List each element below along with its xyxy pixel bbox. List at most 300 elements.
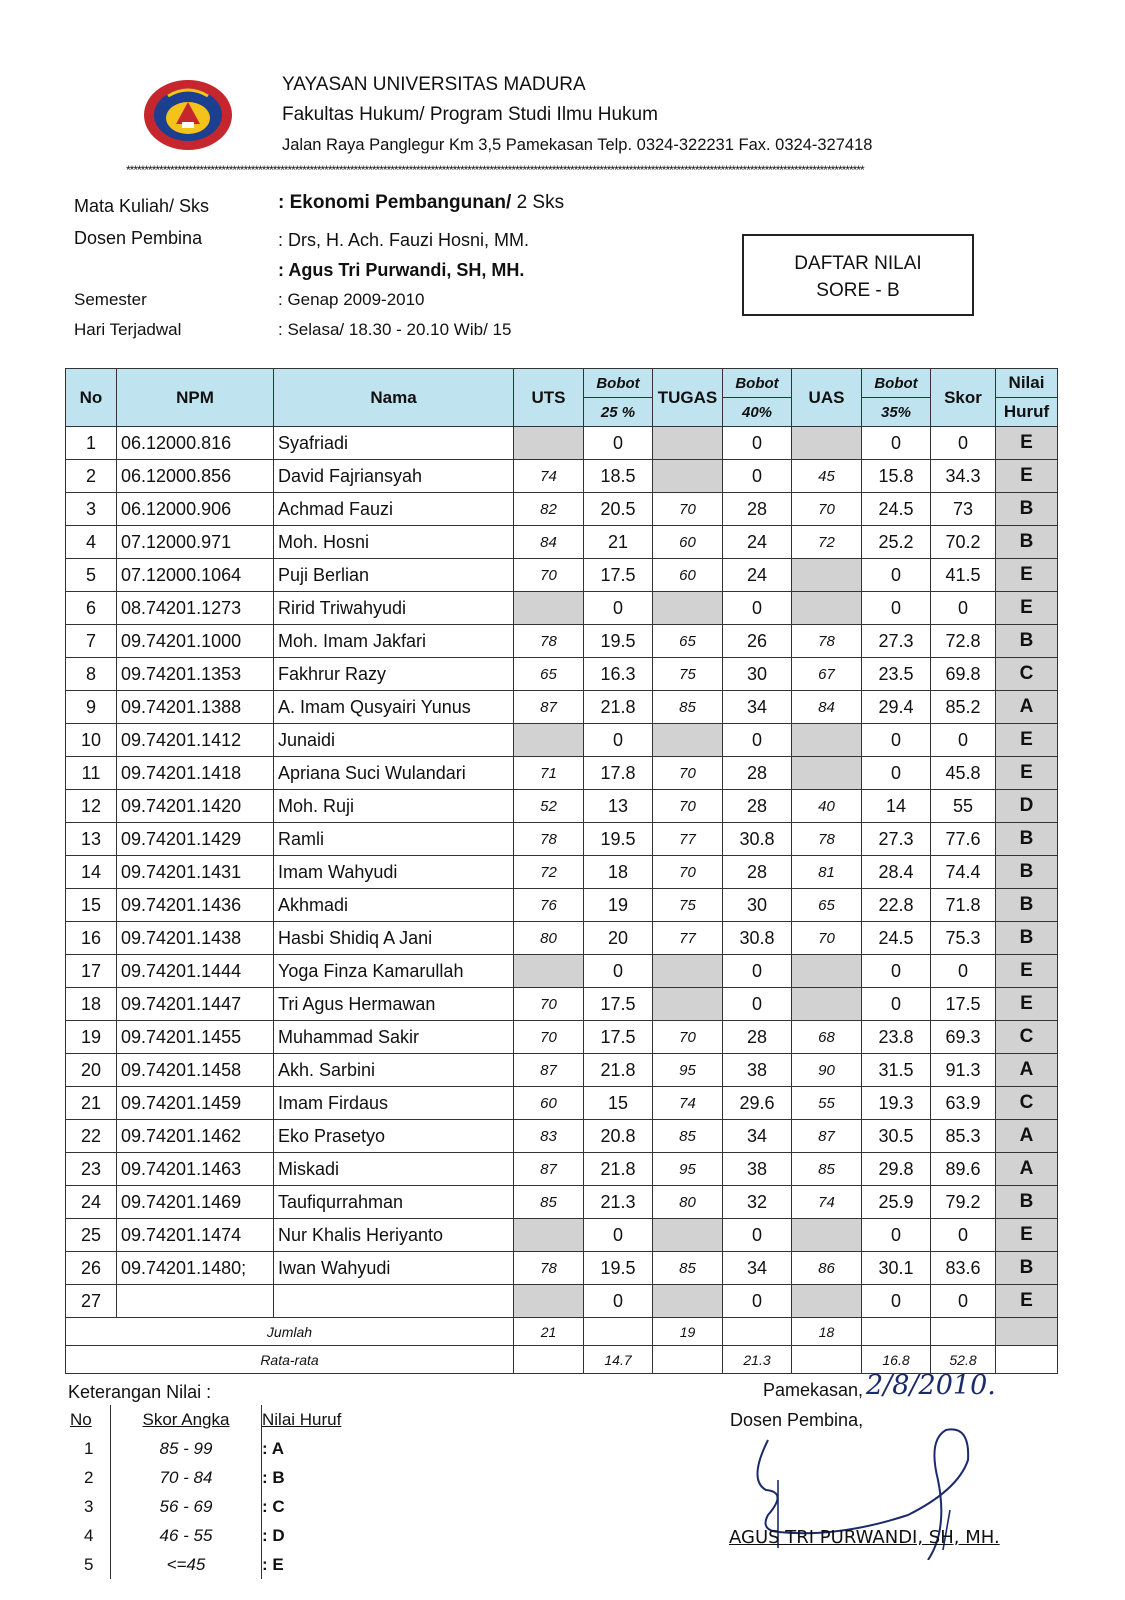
sign-place: Pamekasan, bbox=[763, 1380, 864, 1400]
cell-b2: 0 bbox=[723, 1219, 792, 1252]
cell-uas: 87 bbox=[792, 1120, 862, 1153]
cell-no: 23 bbox=[66, 1153, 117, 1186]
cell-b1: 17.5 bbox=[584, 1021, 653, 1054]
table-row bbox=[66, 922, 1125, 955]
cell-uas bbox=[792, 724, 862, 757]
col-bobot-uts-pct: 25 % bbox=[584, 398, 653, 427]
cell-b1: 20.5 bbox=[584, 493, 653, 526]
jumlah-huruf bbox=[996, 1318, 1058, 1346]
cell-uas bbox=[792, 1219, 862, 1252]
cell-no: 21 bbox=[66, 1087, 117, 1120]
cell-huruf: B bbox=[996, 922, 1058, 955]
list-title: DAFTAR NILAI bbox=[794, 253, 922, 274]
semester-label: Semester bbox=[74, 290, 147, 309]
cell-b2: 0 bbox=[723, 955, 792, 988]
cell-npm: 06.12000.816 bbox=[117, 427, 274, 460]
cell-nama: Imam Wahyudi bbox=[274, 856, 514, 889]
cell-nama: A. Imam Qusyairi Yunus bbox=[274, 691, 514, 724]
cell-skor: 85.2 bbox=[931, 691, 996, 724]
cell-uas: 55 bbox=[792, 1087, 862, 1120]
jumlah-b2 bbox=[723, 1318, 792, 1346]
cell-tugas: 70 bbox=[653, 790, 723, 823]
cell-b2: 24 bbox=[723, 559, 792, 592]
cell-npm: 09.74201.1447 bbox=[117, 988, 274, 1021]
legend-title: Keterangan Nilai : bbox=[68, 1382, 212, 1402]
col-bobot-uts: Bobot bbox=[584, 369, 653, 398]
cell-uts: 52 bbox=[514, 790, 584, 823]
cell-no: 20 bbox=[66, 1054, 117, 1087]
cell-b1: 0 bbox=[584, 427, 653, 460]
cell-b3: 0 bbox=[862, 592, 931, 625]
cell-b3: 22.8 bbox=[862, 889, 931, 922]
cell-npm: 09.74201.1469 bbox=[117, 1186, 274, 1219]
cell-uts bbox=[514, 1219, 584, 1252]
cell-b1: 19 bbox=[584, 889, 653, 922]
cell-uts: 78 bbox=[514, 823, 584, 856]
cell-b1: 17.5 bbox=[584, 988, 653, 1021]
cell-npm: 09.74201.1438 bbox=[117, 922, 274, 955]
cell-nama: Puji Berlian bbox=[274, 559, 514, 592]
cell-skor: 0 bbox=[931, 427, 996, 460]
col-npm: NPM bbox=[117, 369, 274, 427]
cell-nama: Muhammad Sakir bbox=[274, 1021, 514, 1054]
table-row bbox=[66, 1285, 1125, 1318]
legend-no: 1 bbox=[84, 1438, 94, 1458]
cell-no: 13 bbox=[66, 823, 117, 856]
cell-tugas: 95 bbox=[653, 1153, 723, 1186]
cell-npm: 09.74201.1420 bbox=[117, 790, 274, 823]
cell-b3: 29.4 bbox=[862, 691, 931, 724]
cell-huruf: A bbox=[996, 1054, 1058, 1087]
rata-b1: 14.7 bbox=[584, 1346, 653, 1374]
legend-row bbox=[70, 1434, 372, 1463]
cell-huruf: E bbox=[996, 427, 1058, 460]
cell-b1: 21.3 bbox=[584, 1186, 653, 1219]
cell-no: 14 bbox=[66, 856, 117, 889]
cell-uts: 87 bbox=[514, 691, 584, 724]
cell-b3: 25.9 bbox=[862, 1186, 931, 1219]
cell-b3: 0 bbox=[862, 724, 931, 757]
cell-b2: 30.8 bbox=[723, 922, 792, 955]
cell-uts: 83 bbox=[514, 1120, 584, 1153]
cell-skor: 73 bbox=[931, 493, 996, 526]
cell-uas: 67 bbox=[792, 658, 862, 691]
class-name: SORE - B bbox=[816, 280, 900, 301]
cell-nama: Syafriadi bbox=[274, 427, 514, 460]
cell-tugas: 70 bbox=[653, 856, 723, 889]
cell-nama: Fakhrur Razy bbox=[274, 658, 514, 691]
col-skor: Skor bbox=[931, 369, 996, 427]
cell-b2: 24 bbox=[723, 526, 792, 559]
cell-uts bbox=[514, 724, 584, 757]
cell-b2: 28 bbox=[723, 757, 792, 790]
cell-npm: 09.74201.1353 bbox=[117, 658, 274, 691]
rata-uas bbox=[792, 1346, 862, 1374]
cell-b1: 21 bbox=[584, 526, 653, 559]
rata-b2: 21.3 bbox=[723, 1346, 792, 1374]
cell-b1: 0 bbox=[584, 724, 653, 757]
cell-tugas: 74 bbox=[653, 1087, 723, 1120]
cell-no: 11 bbox=[66, 757, 117, 790]
cell-nama: Iwan Wahyudi bbox=[274, 1252, 514, 1285]
cell-huruf: C bbox=[996, 1021, 1058, 1054]
cell-no: 19 bbox=[66, 1021, 117, 1054]
cell-npm: 09.74201.1455 bbox=[117, 1021, 274, 1054]
cell-npm: 09.74201.1431 bbox=[117, 856, 274, 889]
cell-huruf: B bbox=[996, 889, 1058, 922]
table-row bbox=[66, 592, 1125, 625]
cell-b1: 19.5 bbox=[584, 1252, 653, 1285]
cell-b3: 15.8 bbox=[862, 460, 931, 493]
cell-uas bbox=[792, 427, 862, 460]
table-row bbox=[66, 1186, 1125, 1219]
rata-skor: 52.8 bbox=[931, 1346, 996, 1374]
cell-uas: 65 bbox=[792, 889, 862, 922]
cell-npm: 09.74201.1459 bbox=[117, 1087, 274, 1120]
legend-table bbox=[70, 1405, 372, 1579]
cell-b2: 0 bbox=[723, 427, 792, 460]
cell-b1: 19.5 bbox=[584, 823, 653, 856]
legend-col-skor: Skor Angka bbox=[111, 1405, 262, 1434]
table-row bbox=[66, 823, 1125, 856]
cell-uas bbox=[792, 1285, 862, 1318]
col-bobot-tugas-pct: 40% bbox=[723, 398, 792, 427]
faculty-name: Fakultas Hukum/ Program Studi Ilmu Hukum bbox=[282, 104, 658, 125]
cell-uas: 68 bbox=[792, 1021, 862, 1054]
cell-huruf: E bbox=[996, 955, 1058, 988]
cell-b2: 30.8 bbox=[723, 823, 792, 856]
cell-uas: 45 bbox=[792, 460, 862, 493]
col-bobot-uas-pct: 35% bbox=[862, 398, 931, 427]
cell-nama: Moh. Hosni bbox=[274, 526, 514, 559]
grades-table bbox=[65, 368, 1125, 1374]
table-row bbox=[66, 1153, 1125, 1186]
legend-huruf: : D bbox=[262, 1521, 373, 1550]
cell-huruf: C bbox=[996, 1087, 1058, 1120]
mk-value: : Ekonomi Pembangunan/ 2 Sks bbox=[278, 192, 565, 213]
legend-huruf: : E bbox=[262, 1550, 373, 1579]
cell-nama: David Fajriansyah bbox=[274, 460, 514, 493]
col-no: No bbox=[66, 369, 117, 427]
hari-value: : Selasa/ 18.30 - 20.10 Wib/ 15 bbox=[278, 320, 512, 339]
cell-huruf: B bbox=[996, 625, 1058, 658]
col-uts: UTS bbox=[514, 369, 584, 427]
cell-no: 4 bbox=[66, 526, 117, 559]
cell-skor: 72.8 bbox=[931, 625, 996, 658]
cell-skor: 89.6 bbox=[931, 1153, 996, 1186]
cell-uas: 81 bbox=[792, 856, 862, 889]
cell-skor: 63.9 bbox=[931, 1087, 996, 1120]
cell-huruf: E bbox=[996, 724, 1058, 757]
cell-skor: 41.5 bbox=[931, 559, 996, 592]
cell-b2: 0 bbox=[723, 988, 792, 1021]
cell-b2: 28 bbox=[723, 1021, 792, 1054]
cell-b2: 30 bbox=[723, 889, 792, 922]
cell-uts: 80 bbox=[514, 922, 584, 955]
cell-uas: 70 bbox=[792, 493, 862, 526]
table-row bbox=[66, 493, 1125, 526]
cell-nama: Nur Khalis Heriyanto bbox=[274, 1219, 514, 1252]
cell-tugas: 77 bbox=[653, 922, 723, 955]
cell-tugas: 85 bbox=[653, 1252, 723, 1285]
legend-no: 5 bbox=[84, 1554, 94, 1574]
cell-no: 10 bbox=[66, 724, 117, 757]
cell-b1: 13 bbox=[584, 790, 653, 823]
legend-huruf: : A bbox=[262, 1434, 373, 1463]
cell-uts: 82 bbox=[514, 493, 584, 526]
cell-uas: 78 bbox=[792, 625, 862, 658]
cell-skor: 83.6 bbox=[931, 1252, 996, 1285]
mk-label: Mata Kuliah/ Sks bbox=[74, 196, 210, 216]
cell-no: 6 bbox=[66, 592, 117, 625]
sign-role: Dosen Pembina, bbox=[730, 1410, 864, 1430]
cell-npm: 09.74201.1412 bbox=[117, 724, 274, 757]
table-row bbox=[66, 1219, 1125, 1252]
cell-tugas bbox=[653, 460, 723, 493]
cell-no: 25 bbox=[66, 1219, 117, 1252]
cell-b2: 34 bbox=[723, 1252, 792, 1285]
legend-no: 3 bbox=[84, 1496, 94, 1516]
cell-nama: Miskadi bbox=[274, 1153, 514, 1186]
cell-b2: 34 bbox=[723, 691, 792, 724]
cell-tugas: 75 bbox=[653, 658, 723, 691]
cell-b3: 0 bbox=[862, 1285, 931, 1318]
cell-nama: Achmad Fauzi bbox=[274, 493, 514, 526]
cell-b3: 24.5 bbox=[862, 922, 931, 955]
cell-skor: 71.8 bbox=[931, 889, 996, 922]
jumlah-tugas: 19 bbox=[653, 1318, 723, 1346]
cell-tugas: 65 bbox=[653, 625, 723, 658]
rata-tugas bbox=[653, 1346, 723, 1374]
cell-tugas: 70 bbox=[653, 757, 723, 790]
col-bobot-tugas: Bobot bbox=[723, 369, 792, 398]
legend-no: 4 bbox=[84, 1525, 94, 1545]
cell-b2: 0 bbox=[723, 724, 792, 757]
cell-b3: 27.3 bbox=[862, 625, 931, 658]
cell-npm: 09.74201.1462 bbox=[117, 1120, 274, 1153]
table-row bbox=[66, 856, 1125, 889]
address: Jalan Raya Panglegur Km 3,5 Pamekasan Telp. 0324-322231 Fax. 0324-327418 bbox=[282, 136, 873, 154]
cell-nama: Yoga Finza Kamarullah bbox=[274, 955, 514, 988]
table-row bbox=[66, 1087, 1125, 1120]
cell-tugas: 60 bbox=[653, 559, 723, 592]
jumlah-b1 bbox=[584, 1318, 653, 1346]
cell-uts: 76 bbox=[514, 889, 584, 922]
cell-huruf: E bbox=[996, 757, 1058, 790]
cell-b1: 0 bbox=[584, 955, 653, 988]
cell-skor: 85.3 bbox=[931, 1120, 996, 1153]
cell-uts bbox=[514, 1285, 584, 1318]
cell-npm: 07.12000.971 bbox=[117, 526, 274, 559]
table-row bbox=[66, 427, 1125, 460]
cell-tugas: 70 bbox=[653, 493, 723, 526]
cell-b2: 28 bbox=[723, 790, 792, 823]
cell-npm: 09.74201.1480; bbox=[117, 1252, 274, 1285]
cell-npm: 09.74201.1000 bbox=[117, 625, 274, 658]
cell-nama: Junaidi bbox=[274, 724, 514, 757]
cell-uts: 87 bbox=[514, 1153, 584, 1186]
cell-uas: 84 bbox=[792, 691, 862, 724]
cell-tugas: 85 bbox=[653, 1120, 723, 1153]
cell-b2: 26 bbox=[723, 625, 792, 658]
cell-b3: 30.5 bbox=[862, 1120, 931, 1153]
cell-npm: 09.74201.1474 bbox=[117, 1219, 274, 1252]
cell-skor: 77.6 bbox=[931, 823, 996, 856]
cell-no: 16 bbox=[66, 922, 117, 955]
cell-huruf: E bbox=[996, 1285, 1058, 1318]
cell-tugas: 70 bbox=[653, 1021, 723, 1054]
cell-nama: Ramli bbox=[274, 823, 514, 856]
cell-uas bbox=[792, 757, 862, 790]
cell-b2: 0 bbox=[723, 592, 792, 625]
cell-uts: 71 bbox=[514, 757, 584, 790]
legend-col-no: No bbox=[70, 1409, 92, 1429]
legend-skor: 56 - 69 bbox=[111, 1492, 262, 1521]
cell-skor: 45.8 bbox=[931, 757, 996, 790]
cell-huruf: E bbox=[996, 592, 1058, 625]
cell-uas: 72 bbox=[792, 526, 862, 559]
cell-huruf: E bbox=[996, 460, 1058, 493]
cell-no: 24 bbox=[66, 1186, 117, 1219]
cell-no: 5 bbox=[66, 559, 117, 592]
cell-b2: 34 bbox=[723, 1120, 792, 1153]
legend-col-huruf: Nilai Huruf bbox=[262, 1405, 373, 1434]
cell-huruf: A bbox=[996, 691, 1058, 724]
cell-b1: 20.8 bbox=[584, 1120, 653, 1153]
cell-nama: Taufiqurrahman bbox=[274, 1186, 514, 1219]
dosen-value-2: : Agus Tri Purwandi, SH, MH. bbox=[278, 260, 525, 280]
table-row bbox=[66, 1120, 1125, 1153]
table-row bbox=[66, 889, 1125, 922]
cell-nama: Moh. Ruji bbox=[274, 790, 514, 823]
cell-b1: 0 bbox=[584, 592, 653, 625]
cell-uas bbox=[792, 559, 862, 592]
cell-uts: 60 bbox=[514, 1087, 584, 1120]
cell-huruf: E bbox=[996, 559, 1058, 592]
table-row bbox=[66, 1054, 1125, 1087]
cell-b3: 25.2 bbox=[862, 526, 931, 559]
cell-b3: 28.4 bbox=[862, 856, 931, 889]
cell-tugas bbox=[653, 988, 723, 1021]
legend-skor: 46 - 55 bbox=[111, 1521, 262, 1550]
legend-skor: <=45 bbox=[111, 1550, 262, 1579]
cell-b2: 29.6 bbox=[723, 1087, 792, 1120]
cell-b1: 0 bbox=[584, 1219, 653, 1252]
cell-npm: 08.74201.1273 bbox=[117, 592, 274, 625]
cell-tugas: 80 bbox=[653, 1186, 723, 1219]
jumlah-skor bbox=[931, 1318, 996, 1346]
cell-huruf: A bbox=[996, 1120, 1058, 1153]
cell-npm: 09.74201.1436 bbox=[117, 889, 274, 922]
cell-uts bbox=[514, 955, 584, 988]
cell-b3: 31.5 bbox=[862, 1054, 931, 1087]
legend-no: 2 bbox=[84, 1467, 94, 1487]
cell-b3: 0 bbox=[862, 559, 931, 592]
cell-huruf: E bbox=[996, 1219, 1058, 1252]
col-huruf: Huruf bbox=[996, 398, 1058, 427]
divider-stars: ********************************************************************************************************************************************************************************************************* bbox=[126, 164, 864, 176]
cell-uts: 78 bbox=[514, 625, 584, 658]
cell-uas: 40 bbox=[792, 790, 862, 823]
cell-no: 9 bbox=[66, 691, 117, 724]
cell-no: 18 bbox=[66, 988, 117, 1021]
cell-uts: 74 bbox=[514, 460, 584, 493]
cell-huruf: B bbox=[996, 526, 1058, 559]
cell-skor: 69.8 bbox=[931, 658, 996, 691]
dosen-value-1: : Drs, H. Ach. Fauzi Hosni, MM. bbox=[278, 230, 530, 250]
cell-npm bbox=[117, 1285, 274, 1318]
cell-b3: 19.3 bbox=[862, 1087, 931, 1120]
cell-nama: Hasbi Shidiq A Jani bbox=[274, 922, 514, 955]
cell-no: 1 bbox=[66, 427, 117, 460]
cell-uas: 70 bbox=[792, 922, 862, 955]
cell-b1: 0 bbox=[584, 1285, 653, 1318]
cell-b3: 29.8 bbox=[862, 1153, 931, 1186]
col-nama: Nama bbox=[274, 369, 514, 427]
cell-tugas: 85 bbox=[653, 691, 723, 724]
cell-no: 27 bbox=[66, 1285, 117, 1318]
cell-b1: 20 bbox=[584, 922, 653, 955]
cell-npm: 09.74201.1418 bbox=[117, 757, 274, 790]
cell-tugas: 95 bbox=[653, 1054, 723, 1087]
cell-skor: 75.3 bbox=[931, 922, 996, 955]
sign-date: 2/8/2010. bbox=[866, 1370, 996, 1401]
cell-npm: 06.12000.906 bbox=[117, 493, 274, 526]
cell-uas bbox=[792, 988, 862, 1021]
dosen-label: Dosen Pembina bbox=[74, 228, 203, 248]
cell-uts bbox=[514, 592, 584, 625]
table-row bbox=[66, 1252, 1125, 1285]
cell-no: 26 bbox=[66, 1252, 117, 1285]
cell-uas: 85 bbox=[792, 1153, 862, 1186]
cell-b1: 18 bbox=[584, 856, 653, 889]
col-tugas: TUGAS bbox=[653, 369, 723, 427]
legend-row bbox=[70, 1550, 372, 1579]
table-row bbox=[66, 724, 1125, 757]
cell-no: 17 bbox=[66, 955, 117, 988]
cell-uts: 70 bbox=[514, 1021, 584, 1054]
cell-b3: 0 bbox=[862, 757, 931, 790]
col-nilai: Nilai bbox=[996, 369, 1058, 398]
jumlah-b3 bbox=[862, 1318, 931, 1346]
rata-label: Rata-rata bbox=[66, 1346, 514, 1374]
table-row bbox=[66, 691, 1125, 724]
cell-b1: 21.8 bbox=[584, 1153, 653, 1186]
hari-label: Hari Terjadwal bbox=[74, 320, 182, 339]
cell-huruf: D bbox=[996, 790, 1058, 823]
table-row bbox=[66, 757, 1125, 790]
cell-skor: 17.5 bbox=[931, 988, 996, 1021]
cell-skor: 0 bbox=[931, 724, 996, 757]
cell-npm: 09.74201.1388 bbox=[117, 691, 274, 724]
cell-b1: 21.8 bbox=[584, 1054, 653, 1087]
cell-uas bbox=[792, 592, 862, 625]
cell-b2: 28 bbox=[723, 493, 792, 526]
cell-tugas bbox=[653, 1285, 723, 1318]
col-uas: UAS bbox=[792, 369, 862, 427]
cell-b3: 14 bbox=[862, 790, 931, 823]
jumlah-uts: 21 bbox=[514, 1318, 584, 1346]
cell-no: 12 bbox=[66, 790, 117, 823]
cell-tugas: 60 bbox=[653, 526, 723, 559]
cell-no: 22 bbox=[66, 1120, 117, 1153]
table-row bbox=[66, 559, 1125, 592]
cell-b3: 24.5 bbox=[862, 493, 931, 526]
cell-nama: Ririd Triwahyudi bbox=[274, 592, 514, 625]
table-footer-row bbox=[66, 1318, 1125, 1346]
table-row bbox=[66, 790, 1125, 823]
cell-huruf: B bbox=[996, 1252, 1058, 1285]
